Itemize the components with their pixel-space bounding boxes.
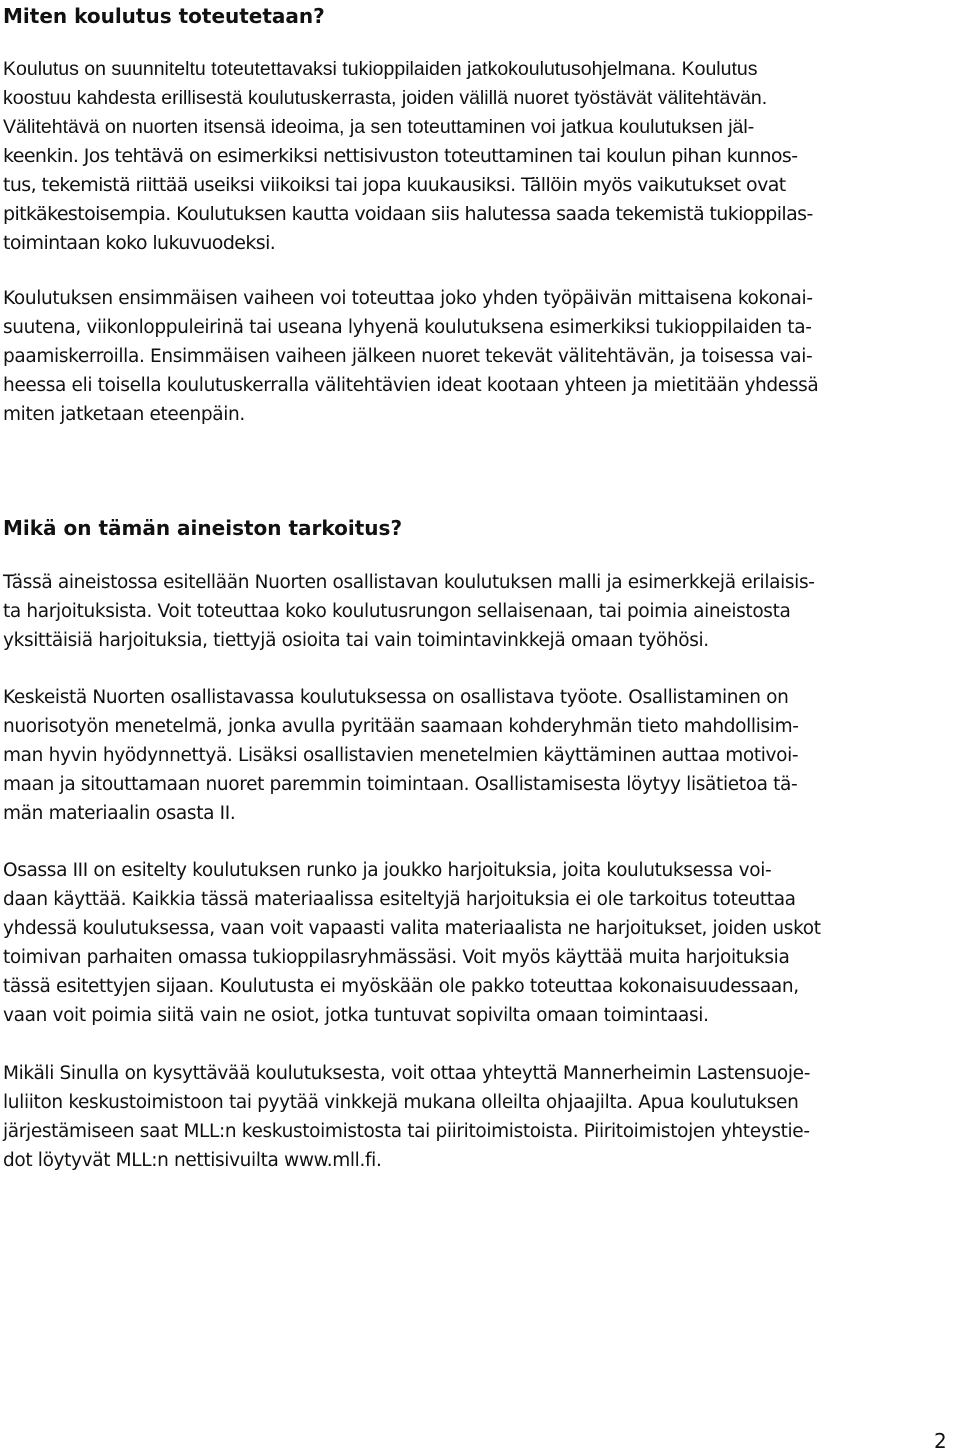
text-line: dot löytyvät MLL:n nettisivuilta www.mll.fi. — [3, 1150, 382, 1171]
text-line: keenkin. Jos tehtävä on esimerkiksi nettisivuston toteuttaminen tai koulun pihan kunnos- — [3, 145, 798, 167]
heading-koulutus-toteutus: Miten koulutus toteutetaan? — [3, 4, 325, 28]
text-line: vaan voit poimia siitä vain ne osiot, jotka tuntuvat sopivilta omaan toimintaasi. — [3, 1005, 709, 1026]
page-number: 2 — [934, 1429, 947, 1453]
text-line: suutena, viikonloppuleirinä tai useana lyhyenä koulutuksena esimerkiksi tukioppilaiden ta- — [3, 317, 812, 338]
text-line: Tässä aineistossa esitellään Nuorten osallistavan koulutuksen malli ja esimerkkejä erilaisis- — [3, 572, 815, 593]
text-line: miten jatketaan eteenpäin. — [3, 404, 245, 425]
text-line: Keskeistä Nuorten osallistavassa koulutuksessa on osallistava työote. Osallistaminen on — [3, 687, 789, 708]
text-line: man hyvin hyödynnettyä. Lisäksi osallistavien menetelmien käyttäminen auttaa motivoi- — [3, 745, 799, 766]
text-line: paamiskerroilla. Ensimmäisen vaiheen jälkeen nuoret tekevät välitehtävän, ja toisessa vai- — [3, 346, 813, 367]
text-line: tus, tekemistä riittää useiksi viikoiksi tai jopa kuukausiksi. Tällöin myös vaikutukset ovat — [3, 174, 786, 196]
text-line: järjestämiseen saat MLL:n keskustoimistosta tai piiritoimistoista. Piiritoimistojen yhteystie- — [3, 1121, 810, 1142]
text-line: Koulutuksen ensimmäisen vaiheen voi toteuttaa joko yhden työpäivän mittaisena kokonai- — [3, 288, 813, 309]
text-line: Mikäli Sinulla on kysyttävää koulutuksesta, voit ottaa yhteyttä Mannerheimin Lastensuoje- — [3, 1063, 811, 1084]
text-line: koostuu kahdesta erillisestä koulutuskerrasta, joiden välillä nuoret työstävät välitehtävän. — [3, 87, 768, 109]
text-line: daan käyttää. Kaikkia tässä materiaalissa esiteltyjä harjoituksia ei ole tarkoitus toteuttaa — [3, 889, 796, 910]
text-line: män materiaalin osasta II. — [3, 803, 236, 824]
text-line: yksittäisiä harjoituksia, tiettyjä osioita tai vain toimintavinkkejä omaan työhösi. — [3, 630, 709, 651]
text-line: toimivan parhaiten omassa tukioppilasryhmässäsi. Voit myös käyttää muita harjoituksia — [3, 947, 790, 968]
text-line: nuorisotyön menetelmä, jonka avulla pyritään saamaan kohderyhmän tieto mahdollisim- — [3, 716, 799, 737]
text-line: toimintaan koko lukuvuodeksi. — [3, 232, 276, 254]
text-line: yhdessä koulutuksessa, vaan voit vapaasti valita materiaalista ne harjoitukset, joiden uskot — [3, 918, 821, 939]
text-line: luliiton keskustoimistoon tai pyytää vinkkejä mukana olleilta ohjaajilta. Apua koulutuksen — [3, 1092, 799, 1113]
text-line: tässä esitettyjen sijaan. Koulutusta ei myöskään ole pakko toteuttaa kokonaisuudessaan, — [3, 976, 799, 997]
text-line: ta harjoituksista. Voit toteuttaa koko koulutusrungon sellaisenaan, tai poimia aineistosta — [3, 601, 791, 622]
text-line: heessa eli toisella koulutuskerralla välitehtävien ideat kootaan yhteen ja mietitään yhdessä — [3, 375, 819, 396]
text-line: Koulutus on suunniteltu toteutettavaksi tukioppilaiden jatkokoulutusohjelmana. Koulutus — [3, 58, 758, 80]
text-line: Osassa III on esitelty koulutuksen runko ja joukko harjoituksia, joita koulutuksessa voi- — [3, 860, 772, 881]
text-line: maan ja sitouttamaan nuoret paremmin toimintaan. Osallistamisesta löytyy lisätietoa tä- — [3, 774, 798, 795]
heading-aineiston-tarkoitus: Mikä on tämän aineiston tarkoitus? — [3, 516, 403, 540]
text-line: Välitehtävä on nuorten itsensä ideoima, ja sen toteuttaminen voi jatkua koulutuksen jäl- — [3, 116, 755, 138]
text-line: pitkäkestoisempia. Koulutuksen kautta voidaan siis halutessa saada tekemistä tukioppilas- — [3, 203, 813, 225]
